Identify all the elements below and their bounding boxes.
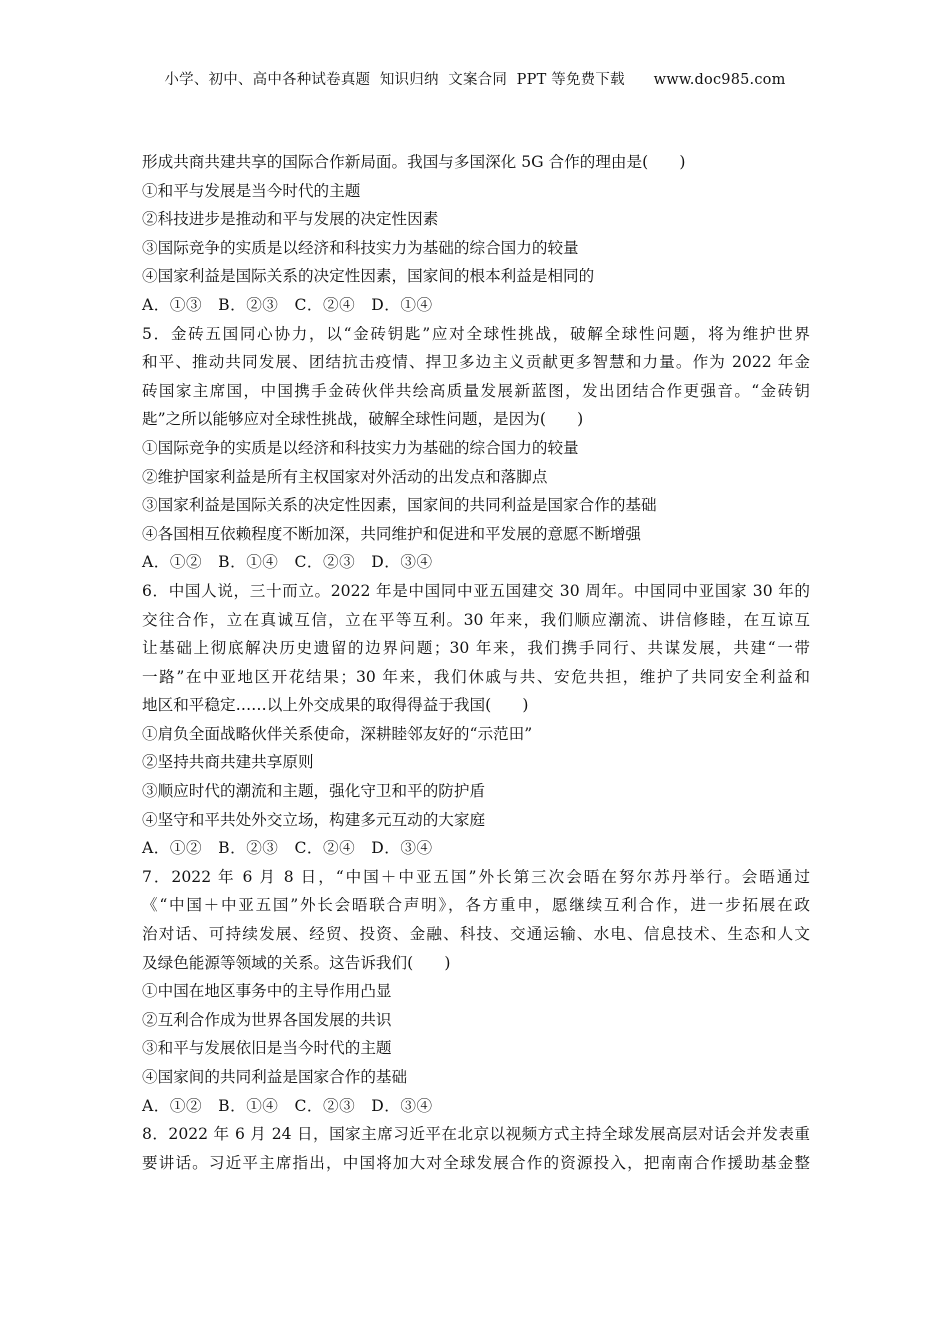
text-line: 砖国家主席国，中国携手金砖伙伴共绘高质量发展新蓝图，发出团结合作更强音。“金砖钥 [142,381,810,400]
text-line: 《“中国＋中亚五国”外长会晤联合声明》，各方重申，愿继续互利合作，进一步拓展在政 [142,896,810,915]
option-statement: ④国家利益是国际关系的决定性因素，国家间的根本利益是相同的 [142,267,595,286]
option-statement: ④国家间的共同利益是国家合作的基础 [142,1068,408,1086]
text-line: 交往合作，立在真诚互信，立在平等互利。30 年来，我们顺应潮流、讲信修睦，在互谅互 [142,610,810,629]
option-statement: ②科技进步是推动和平与发展的决定性因素 [142,210,439,229]
text-line: 及绿色能源等领域的关系。这告诉我们( ) [142,953,451,972]
text-line: 和平、推动共同发展、团结抗击疫情、捍卫多边主义贡献更多智慧和力量。作为 2022 年金 [142,353,810,372]
text-line: 匙”之所以能够应对全球性挑战，破解全球性问题，是因为( ) [142,410,584,429]
text-line: 一路”在中亚地区开花结果；30 年来，我们休戚与共、安危共担，维护了共同安全利益和 [142,667,810,686]
option-statement: ③和平与发展依旧是当今时代的主题 [142,1039,392,1058]
option-statement: ①肩负全面战略伙伴关系使命，深耕睦邻友好的“示范田” [142,724,533,743]
option-statement: ④各国相互依赖程度不断加深，共同维护和促进和平发展的意愿不断增强 [142,524,642,543]
text-line: 让基础上彻底解决历史遗留的边界问题；30 年来，我们携手同行、共谋发展，共建“一带 [142,639,810,658]
question-stem: 6．中国人说，三十而立。2022 年是中国同中亚五国建交 30 周年。中国同中亚国家 30 年的 [142,581,810,600]
text-line: 形成共商共建共享的国际合作新局面。我国与多国深化 5G 合作的理由是( ) [142,153,686,171]
text-line: 要讲话。习近平主席指出，中国将加大对全球发展合作的资源投入，把南南合作援助基金整 [142,1153,810,1172]
text-line: 地区和平稳定……以上外交成果的取得得益于我国( ) [142,696,529,715]
document-body [142,148,810,1177]
answer-choices: A．①③ B．②③ C．②④ D．①④ [142,295,433,314]
question-stem: 7．2022 年 6 月 8 日，“中国＋中亚五国”外长第三次会晤在努尔苏丹举行。会晤通过 [142,867,810,886]
question-stem: 8．2022 年 6 月 24 日，国家主席习近平在北京以视频方式主持全球发展高层对话会并发表重 [142,1125,810,1144]
question-stem: 5．金砖五国同心协力，以“金砖钥匙”应对全球性挑战，破解全球性问题，将为维护世界 [142,324,810,343]
answer-choices: A．①② B．①④ C．②③ D．③④ [142,553,433,572]
option-statement: ③国际竞争的实质是以经济和科技实力为基础的综合国力的较量 [142,238,579,257]
option-statement: ①中国在地区事务中的主导作用凸显 [142,982,392,1001]
option-statement: ①国际竞争的实质是以经济和科技实力为基础的综合国力的较量 [142,438,579,457]
option-statement: ④坚守和平共处外交立场，构建多元互动的大家庭 [142,810,486,829]
option-statement: ③国家利益是国际关系的决定性因素，国家间的共同利益是国家合作的基础 [142,496,657,515]
option-statement: ①和平与发展是当今时代的主题 [142,181,361,200]
page-header-banner: 小学、初中、高中各种试卷真题 知识归纳 文案合同 PPT 等免费下载 www.doc985.com [164,72,786,88]
answer-choices: A．①② B．②③ C．②④ D．③④ [142,839,433,858]
option-statement: ②坚持共商共建共享原则 [142,753,314,772]
option-statement: ②互利合作成为世界各国发展的共识 [142,1010,392,1029]
text-line: 治对话、可持续发展、经贸、投资、金融、科技、交通运输、水电、信息技术、生态和人文 [142,925,810,944]
answer-choices: A．①② B．①④ C．②③ D．③④ [142,1096,433,1115]
option-statement: ②维护国家利益是所有主权国家对外活动的出发点和落脚点 [142,467,548,486]
option-statement: ③顺应时代的潮流和主题，强化守卫和平的防护盾 [142,782,486,801]
